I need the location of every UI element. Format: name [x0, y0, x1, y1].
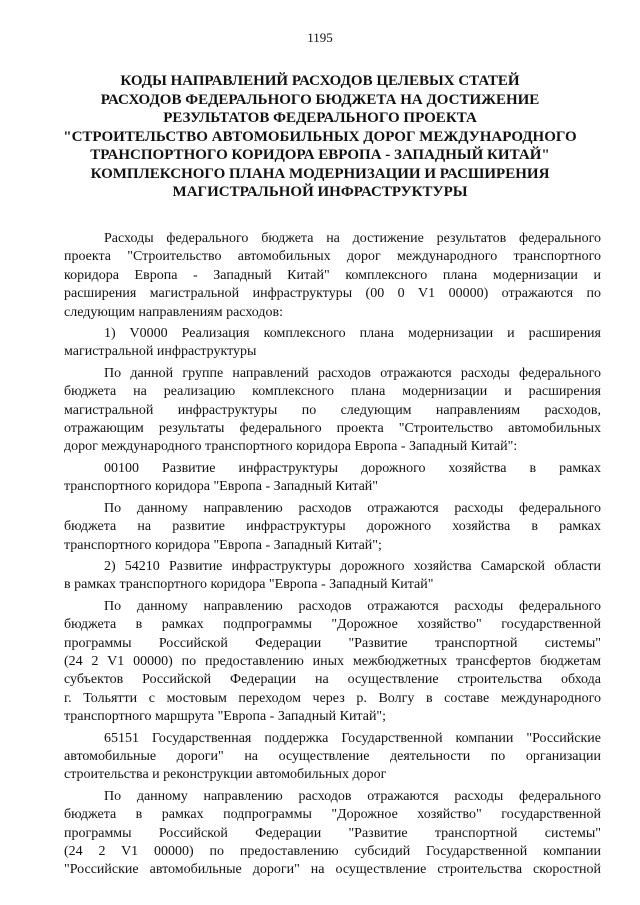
title-line: "СТРОИТЕЛЬСТВО АВТОМОБИЛЬНЫХ ДОРОГ МЕЖДУНАРОДНОГО — [63, 128, 577, 145]
paragraph-line: дорог международного транспортного коридора Европа - Западный Китай": — [64, 439, 518, 455]
paragraph-line: коридора Европа - Западный Китай" комплексного плана модернизации и — [64, 267, 601, 283]
paragraph — [64, 500, 601, 555]
paragraph-line: расширения магистральной инфраструктуры (00 0 V1 00000) отражаются по — [64, 286, 601, 302]
paragraph-line: По данному направлению расходов отражаются расходы федерального — [104, 788, 601, 804]
document-title — [40, 72, 600, 202]
paragraph-line: 1) V0000 Реализация комплексного плана модернизации и расширения — [104, 326, 601, 342]
title-line: МАГИСТРАЛЬНОЙ ИНФРАСТРУКТУРЫ — [172, 184, 468, 200]
paragraph-line: магистральной инфраструктуры — [64, 344, 257, 360]
paragraph — [64, 365, 601, 457]
paragraph-line: транспортного коридора "Европа - Западный Китай"; — [64, 537, 382, 553]
paragraph-line: 65151 Государственная поддержка Государственной компании "Российские — [104, 730, 601, 746]
paragraph-line: По данному направлению расходов отражаются расходы федерального — [104, 598, 601, 614]
paragraph-line: бюджета в рамках подпрограммы "Дорожное хозяйство" государственной — [64, 807, 601, 823]
paragraph-line: проекта "Строительство автомобильных дорог международного транспортного — [64, 249, 601, 265]
paragraph-line: следующим направлениям расходов: — [64, 304, 284, 320]
title-line: ТРАНСПОРТНОГО КОРИДОРА ЕВРОПА - ЗАПАДНЫЙ КИТАЙ" — [90, 147, 550, 163]
paragraph-line: 00100 Развитие инфраструктуры дорожного хозяйства в рамках — [104, 460, 601, 476]
paragraph-line: (24 2 V1 00000) по предоставлению субсидий Государственной компании — [64, 844, 601, 859]
paragraph-line: бюджета на развитие инфраструктуры дорожного хозяйства в рамках — [64, 519, 601, 535]
paragraph — [64, 230, 601, 322]
paragraph — [64, 788, 601, 880]
paragraph-line: в рамках транспортного коридора "Европа - Западный Китай" — [64, 577, 434, 593]
paragraph-line: По данному направлению расходов отражаются расходы федерального — [104, 500, 601, 516]
paragraph-line: программы Российской Федерации "Развитие транспортной системы" — [64, 635, 601, 651]
paragraph-line: отражающим результаты федерального проекта "Строительство автомобильных — [64, 421, 601, 437]
paragraph-line: бюджета на реализацию комплексного плана модернизации и расширения — [64, 384, 601, 400]
paragraph-line: субъектов Российской Федерации на осуществление строительства обхода — [64, 672, 601, 688]
paragraph-line: (24 2 V1 00000) по предоставлению иных межбюджетных трансфертов бюджетам — [64, 653, 601, 669]
paragraph-line: транспортного коридора "Европа - Западный Китай" — [64, 479, 378, 495]
paragraph — [64, 598, 601, 727]
paragraph — [64, 730, 601, 785]
paragraph-line: Расходы федерального бюджета на достижение результатов федерального — [104, 231, 601, 246]
paragraph — [64, 460, 601, 497]
paragraph-line: бюджета в рамках подпрограммы "Дорожное хозяйство" государственной — [64, 617, 601, 633]
paragraph-line: программы Российской Федерации "Развитие транспортной системы" — [64, 825, 601, 841]
paragraph — [64, 325, 601, 362]
paragraph-line: По данной группе направлений расходов отражаются расходы федерального — [104, 365, 601, 381]
document-body — [64, 230, 601, 883]
paragraph-line: транспортного маршрута "Европа - Западный Китай"; — [64, 709, 387, 725]
paragraph — [64, 558, 601, 595]
paragraph-line: 2) 54210 Развитие инфраструктуры дорожного хозяйства Самарской области — [104, 558, 601, 574]
paragraph-line: "Российские автомобильные дороги" на осуществление строительства скоростной — [64, 862, 601, 878]
title-line: КОМПЛЕКСНОГО ПЛАНА МОДЕРНИЗАЦИИ И РАСШИРЕНИЯ — [90, 165, 550, 182]
title-line: РАСХОДОВ ФЕДЕРАЛЬНОГО БЮДЖЕТА НА ДОСТИЖЕНИЕ — [100, 91, 540, 108]
paragraph-line: строительства и реконструкции автомобильных дорог — [64, 767, 387, 783]
paragraph-line: магистральной инфраструктуры по следующим направлениям расходов, — [64, 402, 601, 418]
page-number: 1195 — [307, 30, 333, 45]
paragraph-line: автомобильные дороги" на осуществление деятельности по организации — [64, 748, 601, 764]
paragraph-line: г. Тольятти с мостовым переходом через р. Волгу в составе международного — [64, 690, 601, 706]
title-line: РЕЗУЛЬТАТОВ ФЕДЕРАЛЬНОГО ПРОЕКТА — [163, 110, 477, 126]
title-line: КОДЫ НАПРАВЛЕНИЙ РАСХОДОВ ЦЕЛЕВЫХ СТАТЕЙ — [120, 73, 520, 89]
